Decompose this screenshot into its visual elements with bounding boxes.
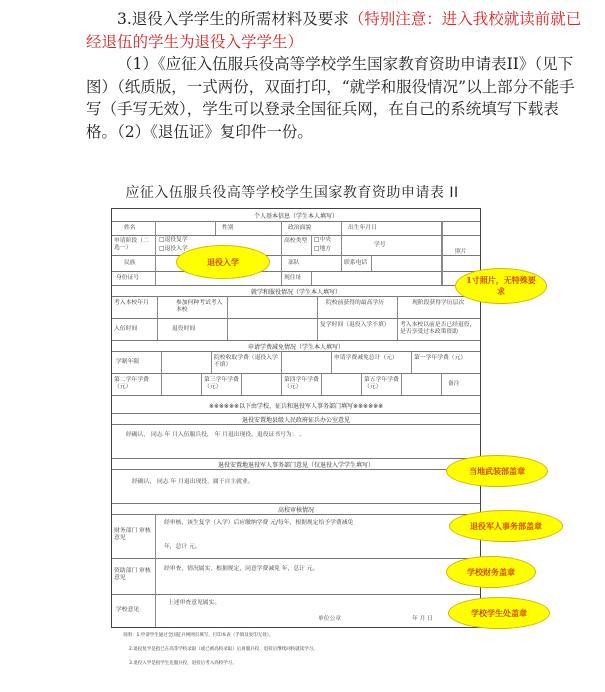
label-highest-edu: 院校前获得的最高学历 bbox=[326, 300, 384, 306]
label-army: 部队 bbox=[288, 260, 300, 266]
sec-school: 高校审核情况 bbox=[277, 507, 314, 514]
bubble-student-seal: 学校学生处盖章 bbox=[448, 597, 550, 629]
sec-local: 退役安置地县级人民政府征兵办公室意见 bbox=[241, 417, 350, 424]
label-years: 学制年限 bbox=[116, 359, 140, 365]
label-fee-y4: 第四学年学费（元） bbox=[284, 377, 319, 390]
footer-note-2: 2.退役复学是指已在高等学校录取（或已被高校录取）后再服兵役，退役后继续回校就读学习。 bbox=[129, 647, 318, 652]
school-date: 年 月 日 bbox=[412, 616, 434, 622]
application-form bbox=[111, 208, 481, 628]
form-row bbox=[112, 271, 480, 286]
form-row bbox=[112, 469, 480, 504]
label-school-opinion: 学校意见 bbox=[116, 607, 140, 613]
sec-personal: 个人基本信息（学生本人填写） bbox=[253, 213, 338, 220]
label-aid: 资助部门 审核意见 bbox=[114, 568, 151, 581]
label-fee-y3: 第三学年学费（元） bbox=[204, 377, 239, 390]
option-enroll: □退役入学 bbox=[159, 246, 188, 252]
form-row bbox=[112, 235, 480, 256]
form-row bbox=[112, 594, 480, 627]
label-fee-y1: 第一学年学费（元） bbox=[414, 355, 467, 361]
form-scan bbox=[97, 174, 487, 692]
option-local: □地方 bbox=[314, 246, 332, 252]
form-row bbox=[112, 424, 480, 459]
form-row bbox=[112, 318, 480, 341]
label-political: 政治面貌 bbox=[288, 225, 312, 231]
label-exam: 参加何种考试考入本校 bbox=[176, 300, 223, 313]
bubble-retire-enroll: 退役入学 bbox=[176, 245, 270, 279]
heading-note: （特别注意：进入我校就读前就已经退伍的学生为退役入学学生） bbox=[86, 10, 582, 51]
bubble-veteran-seal: 退役军人事务部盖章 bbox=[449, 510, 563, 542]
finance-text-2: 年，总计 元。 bbox=[164, 544, 201, 550]
label-idcard: 身份证号 bbox=[116, 275, 140, 281]
form-title: 应征入伍服兵役高等学校学生国家教育资助申请表 II bbox=[125, 185, 459, 201]
intro-text bbox=[86, 8, 586, 143]
form-row bbox=[112, 296, 480, 319]
school-seal: 单位公章 bbox=[318, 616, 342, 622]
sec-veteran: 退役安置地退役军人事务部门意见（仅退役入学学生填写） bbox=[217, 462, 374, 469]
label-fee-y5: 第五学年学费（元） bbox=[364, 377, 399, 390]
school-text: 上述审查意见属实。 bbox=[168, 600, 221, 606]
label-photo: 照片 bbox=[455, 249, 467, 255]
label-stage: 申请阶段（二选一） bbox=[114, 238, 149, 251]
form-row bbox=[112, 373, 480, 396]
bubble-photo-note: 1寸照片，无特殊要求 bbox=[455, 268, 547, 304]
label-birth: 出生年月日 bbox=[348, 225, 377, 231]
label-school-type: 高校类型 bbox=[284, 238, 308, 244]
heading-text: 3.退役入学学生的所需材料及要求 bbox=[117, 10, 349, 28]
label-school-fee: 院校收取学费（退役入学不填） bbox=[214, 355, 278, 368]
label-enroll-time: 考入本校年月 bbox=[114, 300, 149, 306]
divider-text: ※※※※※※以下由学校、征兵和退役军人事务部门填写※※※※※※ bbox=[208, 403, 384, 410]
form-row bbox=[112, 558, 480, 595]
form-row bbox=[112, 221, 480, 236]
label-reenroll-time: 复学时间（退役入学不填） bbox=[320, 322, 390, 328]
label-current-edu: 现阶段获得学历层次 bbox=[412, 300, 465, 306]
label-finance: 财务部门 审核意见 bbox=[114, 528, 151, 541]
form-row bbox=[112, 351, 480, 374]
label-phone: 联系电话 bbox=[344, 260, 368, 266]
label-fee-total: 申请学费减免总计（元） bbox=[334, 355, 398, 361]
label-retire-time: 退役时间 bbox=[172, 326, 196, 332]
sec-fee: 申请学费减免情况（学生本人填写） bbox=[247, 344, 344, 351]
label-studentno: 学号 bbox=[374, 242, 386, 248]
label-ethnic: 民族 bbox=[124, 260, 136, 266]
option-resume: □退役复学 bbox=[159, 237, 188, 243]
finance-text: 经审核，该生复学（入学）后应缴纳学费 元/每年，根据规定给予学费减免 bbox=[164, 520, 354, 526]
label-fee-y2: 第二学年学费（元） bbox=[114, 377, 149, 390]
aid-text: 经审查，情况属实，根据规定，同意学费减免 年，总计 元。 bbox=[164, 566, 319, 572]
form-row bbox=[112, 255, 480, 272]
label-enlist-time: 入伍时间 bbox=[114, 326, 138, 332]
label-prior-aid: 考入本校以前是否已经退役，是否享受过本政策资助 bbox=[400, 322, 476, 335]
veteran-text: 经确认， 同志 年 月退出现役，属于自主就业。 bbox=[132, 479, 254, 485]
label-remark: 备注 bbox=[448, 381, 460, 387]
label-gender: 性别 bbox=[222, 225, 234, 231]
label-address: 现住址 bbox=[284, 275, 302, 281]
option-central: □中央 bbox=[314, 237, 332, 243]
local-text: 经确认， 同志 年 月入伍服兵役， 年 月退出现役。退役证书号为： 。 bbox=[126, 432, 306, 438]
sec-study: 就学和服役情况（学生本人填写） bbox=[250, 289, 341, 296]
form-row bbox=[112, 514, 480, 559]
footer-note-1: 说明：1.申请学生通过全国征兵网网页填写，打印本表（手填及复印无效）。 bbox=[123, 633, 274, 638]
footer-note-3: 3.退役入学是指学生先服兵役，退役后考入高校学习。 bbox=[129, 661, 237, 666]
requirements-paragraph: （1）《应征入伍服兵役高等学校学生国家教育资助申请表II》（见下图）（纸质版，一式两份，双面打印，“就学和服役情况”以上部分不能手写（手写无效），学生可以登录全国征兵网，在自己的系统填写下载表格。（2）《退伍证》复印件一份。 bbox=[86, 55, 575, 141]
section-heading bbox=[86, 8, 586, 53]
label-name: 姓名 bbox=[124, 225, 136, 231]
bubble-finance-seal: 学校财务盖章 bbox=[446, 556, 536, 588]
bubble-armed-seal: 当地武装部盖章 bbox=[446, 455, 548, 487]
